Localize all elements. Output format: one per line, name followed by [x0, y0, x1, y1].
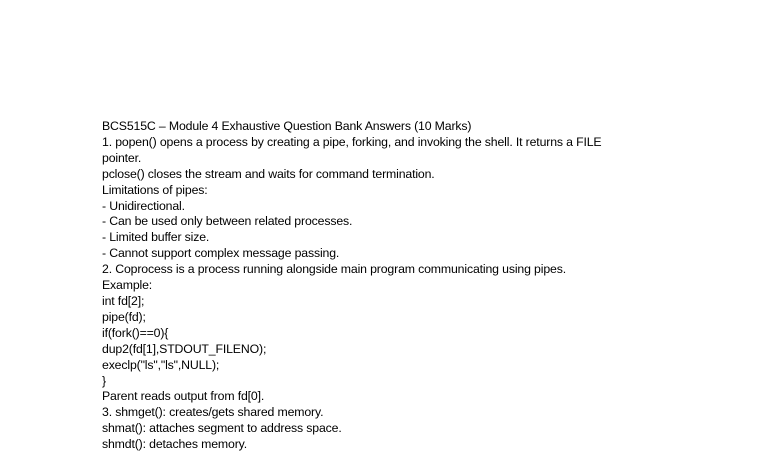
code-line: execlp("ls","ls",NULL);: [102, 357, 220, 372]
code-line: pipe(fd);: [102, 309, 146, 324]
limitations-heading: Limitations of pipes:: [102, 182, 208, 197]
code-line: dup2(fd[1],STDOUT_FILENO);: [102, 341, 267, 356]
code-line: int fd[2];: [102, 293, 145, 308]
limitation-item: - Cannot support complex message passing.: [102, 246, 340, 261]
answer-2-line-1: 2. Coprocess is a process running alongside main program communicating using pipes.: [102, 262, 566, 277]
answer-3-line-1: 3. shmget(): creates/gets shared memory.: [102, 405, 324, 420]
document-body: [102, 119, 742, 453]
answer-3-line-2: shmat(): attaches segment to address space.: [102, 421, 342, 436]
answer-1-line-2: pointer.: [102, 150, 142, 165]
example-heading: Example:: [102, 278, 153, 293]
document-title: BCS515C – Module 4 Exhaustive Question Bank Answers (10 Marks): [102, 119, 472, 133]
answer-2-line-2: Parent reads output from fd[0].: [102, 389, 265, 404]
limitation-item: - Unidirectional.: [102, 198, 185, 213]
code-line: }: [102, 373, 106, 388]
answer-3-line-3: shmdt(): detaches memory.: [102, 437, 247, 452]
answer-1-line-1: 1. popen() opens a process by creating a pipe, forking, and invoking the shell. It returns a FILE: [102, 134, 602, 149]
limitation-item: - Limited buffer size.: [102, 230, 210, 245]
answer-1-line-3: pclose() closes the stream and waits for command termination.: [102, 166, 435, 181]
code-line: if(fork()==0){: [102, 325, 169, 340]
limitation-item: - Can be used only between related processes.: [102, 214, 353, 229]
